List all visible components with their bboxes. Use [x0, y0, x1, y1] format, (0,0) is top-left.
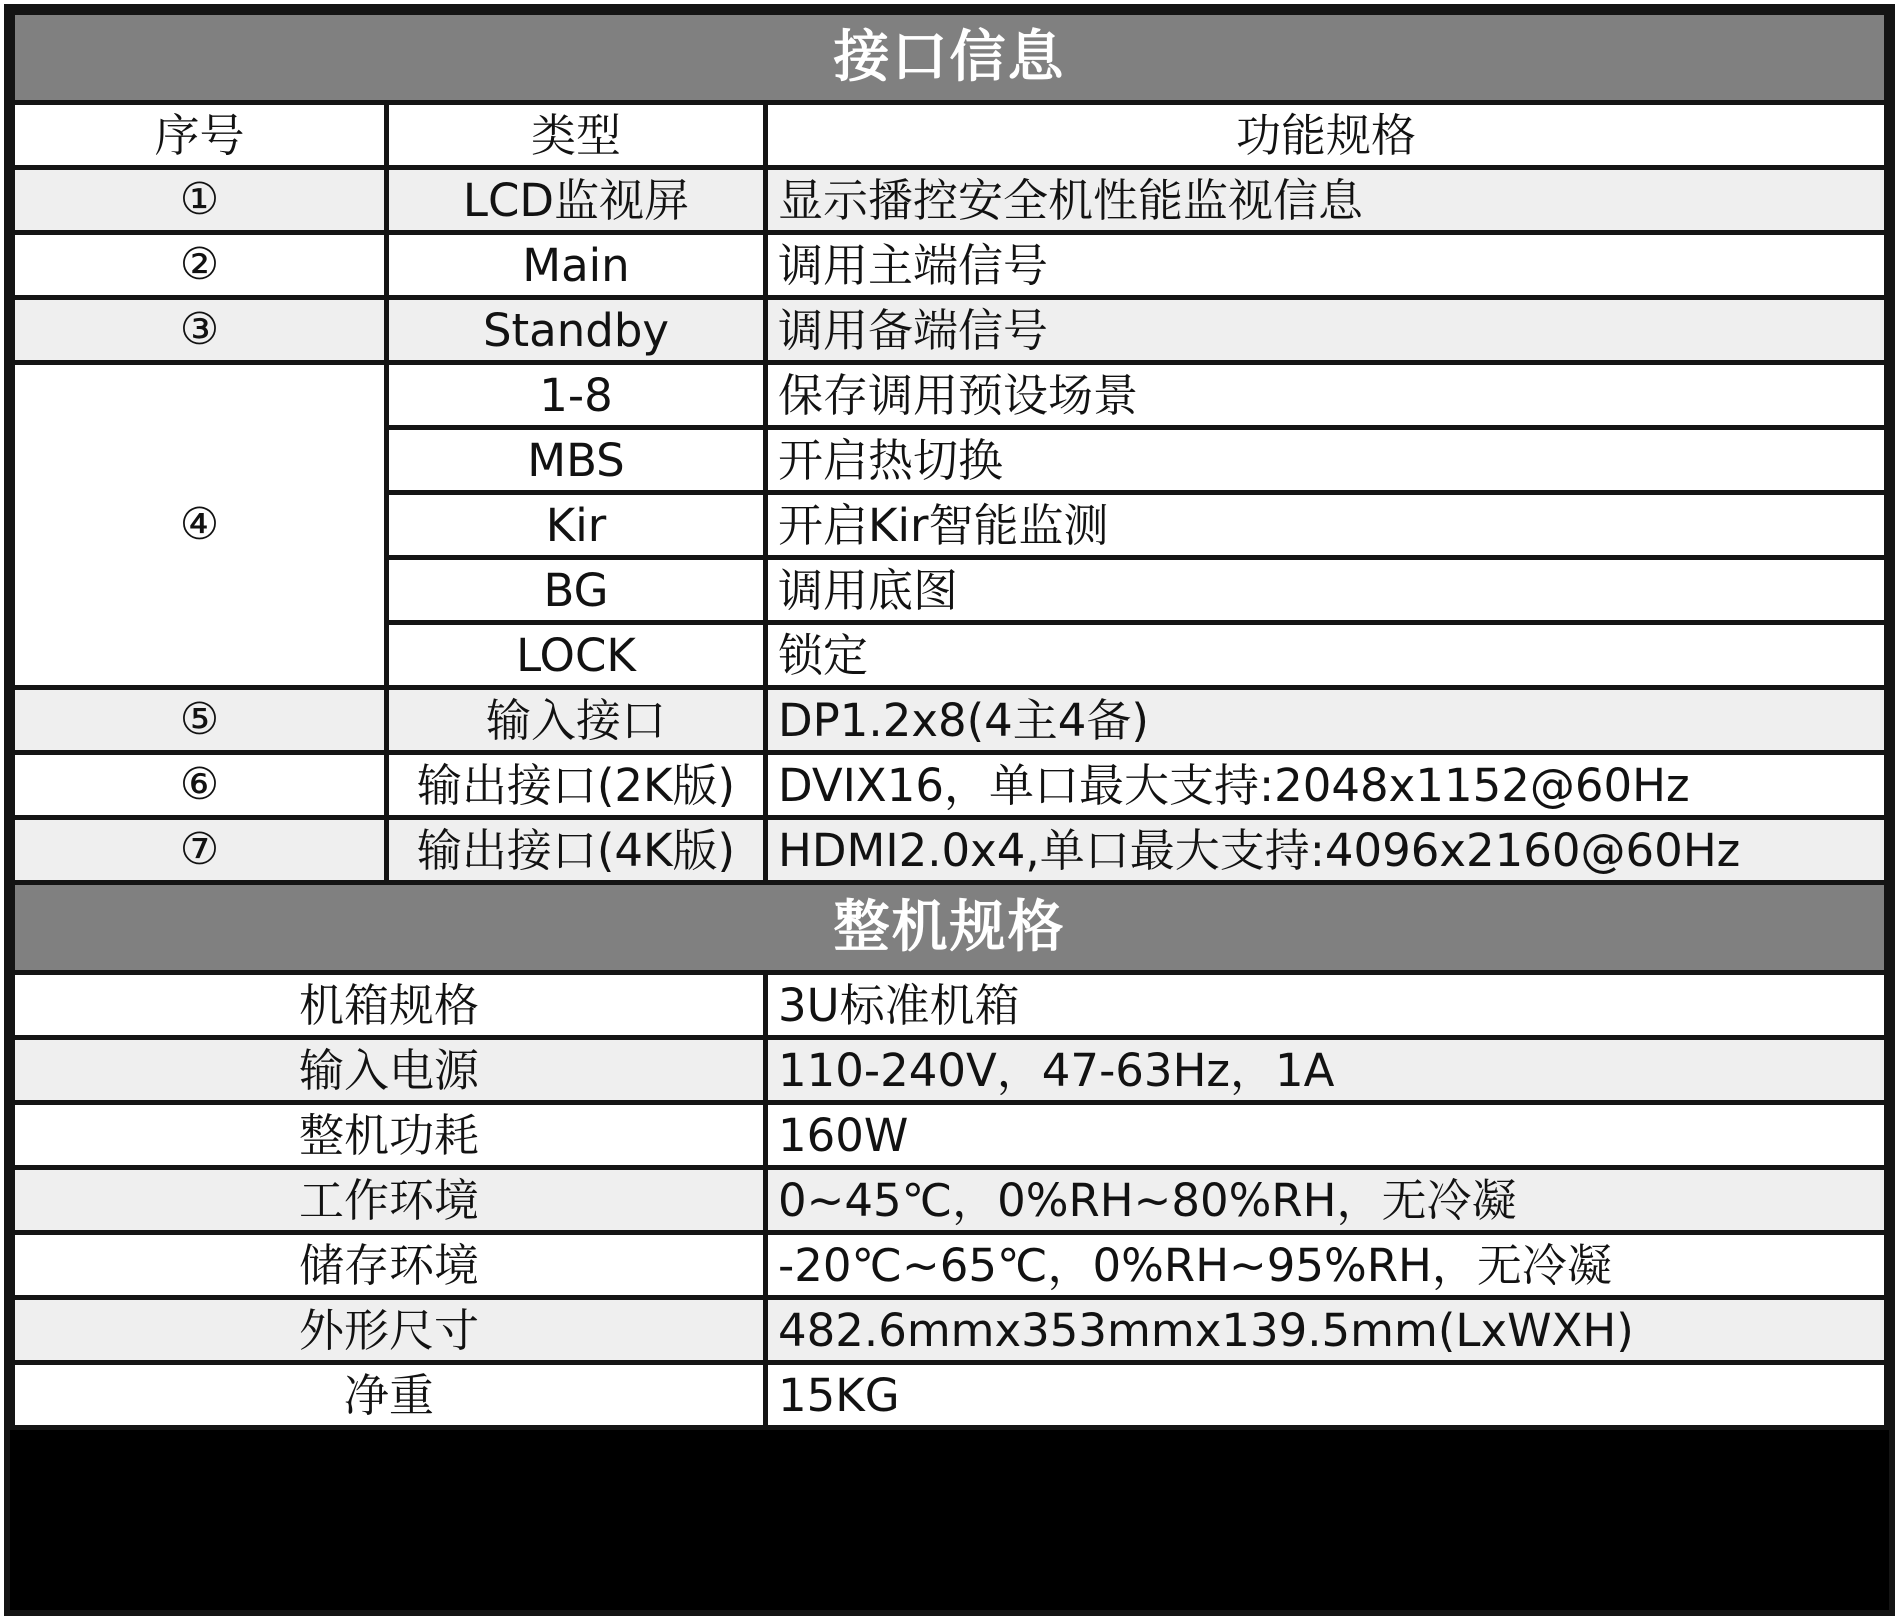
- table-row: [13, 688, 1887, 753]
- spec-table: [10, 10, 1889, 1430]
- table-row: [13, 1168, 1887, 1233]
- row-spec: 调用底图: [766, 558, 1887, 623]
- spec-label: 整机功耗: [13, 1103, 766, 1168]
- row-no: ③: [13, 298, 387, 363]
- machine-section-header: [13, 883, 1887, 973]
- row-type: 输出接口(2K版): [387, 753, 766, 818]
- row-type: BG: [387, 558, 766, 623]
- spec-value: 3U标准机箱: [766, 973, 1887, 1038]
- row-spec: 调用主端信号: [766, 233, 1887, 298]
- table-row: [13, 298, 1887, 363]
- header-no: 序号: [13, 103, 387, 168]
- row-type: MBS: [387, 428, 766, 493]
- row-type: LOCK: [387, 623, 766, 688]
- interface-section-header: [13, 13, 1887, 103]
- row-spec: DP1.2x8(4主4备): [766, 688, 1887, 753]
- row-type: 输出接口(4K版): [387, 818, 766, 883]
- row-type: LCD监视屏: [387, 168, 766, 233]
- table-row: [13, 1038, 1887, 1103]
- table-header-row: [13, 103, 1887, 168]
- row-spec: HDMI2.0x4,单口最大支持:4096x2160@60Hz: [766, 818, 1887, 883]
- table-row: [13, 818, 1887, 883]
- machine-section-title: 整机规格: [13, 883, 1887, 973]
- table-row: [13, 973, 1887, 1038]
- row-no: ②: [13, 233, 387, 298]
- table-row: [13, 1363, 1887, 1428]
- row-no-merged: ④: [13, 363, 387, 688]
- spec-value: 15KG: [766, 1363, 1887, 1428]
- row-spec: 锁定: [766, 623, 1887, 688]
- table-row: [13, 753, 1887, 818]
- table-row: [13, 363, 1887, 428]
- spec-value: 482.6mmx353mmx139.5mm(LxWXH): [766, 1298, 1887, 1363]
- row-no: ⑥: [13, 753, 387, 818]
- table-row: [13, 1103, 1887, 1168]
- row-spec: DVIX16，单口最大支持:2048x1152@60Hz: [766, 753, 1887, 818]
- spec-value: -20℃~65℃，0%RH~95%RH，无冷凝: [766, 1233, 1887, 1298]
- spec-value: 110-240V，47-63Hz，1A: [766, 1038, 1887, 1103]
- spec-sheet: [4, 4, 1895, 1616]
- row-no: ①: [13, 168, 387, 233]
- spec-label: 外形尺寸: [13, 1298, 766, 1363]
- row-spec: 调用备端信号: [766, 298, 1887, 363]
- table-row: [13, 233, 1887, 298]
- row-type: 输入接口: [387, 688, 766, 753]
- header-type: 类型: [387, 103, 766, 168]
- row-no: ⑦: [13, 818, 387, 883]
- spec-label: 净重: [13, 1363, 766, 1428]
- header-spec: 功能规格: [766, 103, 1887, 168]
- spec-value: 0~45℃，0%RH~80%RH，无冷凝: [766, 1168, 1887, 1233]
- row-spec: 保存调用预设场景: [766, 363, 1887, 428]
- row-no: ⑤: [13, 688, 387, 753]
- spec-label: 储存环境: [13, 1233, 766, 1298]
- row-type: 1-8: [387, 363, 766, 428]
- row-spec: 开启热切换: [766, 428, 1887, 493]
- spec-label: 工作环境: [13, 1168, 766, 1233]
- row-type: Main: [387, 233, 766, 298]
- table-row: [13, 1233, 1887, 1298]
- row-spec: 开启Kir智能监测: [766, 493, 1887, 558]
- spec-value: 160W: [766, 1103, 1887, 1168]
- row-type: Kir: [387, 493, 766, 558]
- interface-section-title: 接口信息: [13, 13, 1887, 103]
- row-type: Standby: [387, 298, 766, 363]
- spec-label: 输入电源: [13, 1038, 766, 1103]
- table-row: [13, 1298, 1887, 1363]
- table-row: [13, 168, 1887, 233]
- spec-label: 机箱规格: [13, 973, 766, 1038]
- row-spec: 显示播控安全机性能监视信息: [766, 168, 1887, 233]
